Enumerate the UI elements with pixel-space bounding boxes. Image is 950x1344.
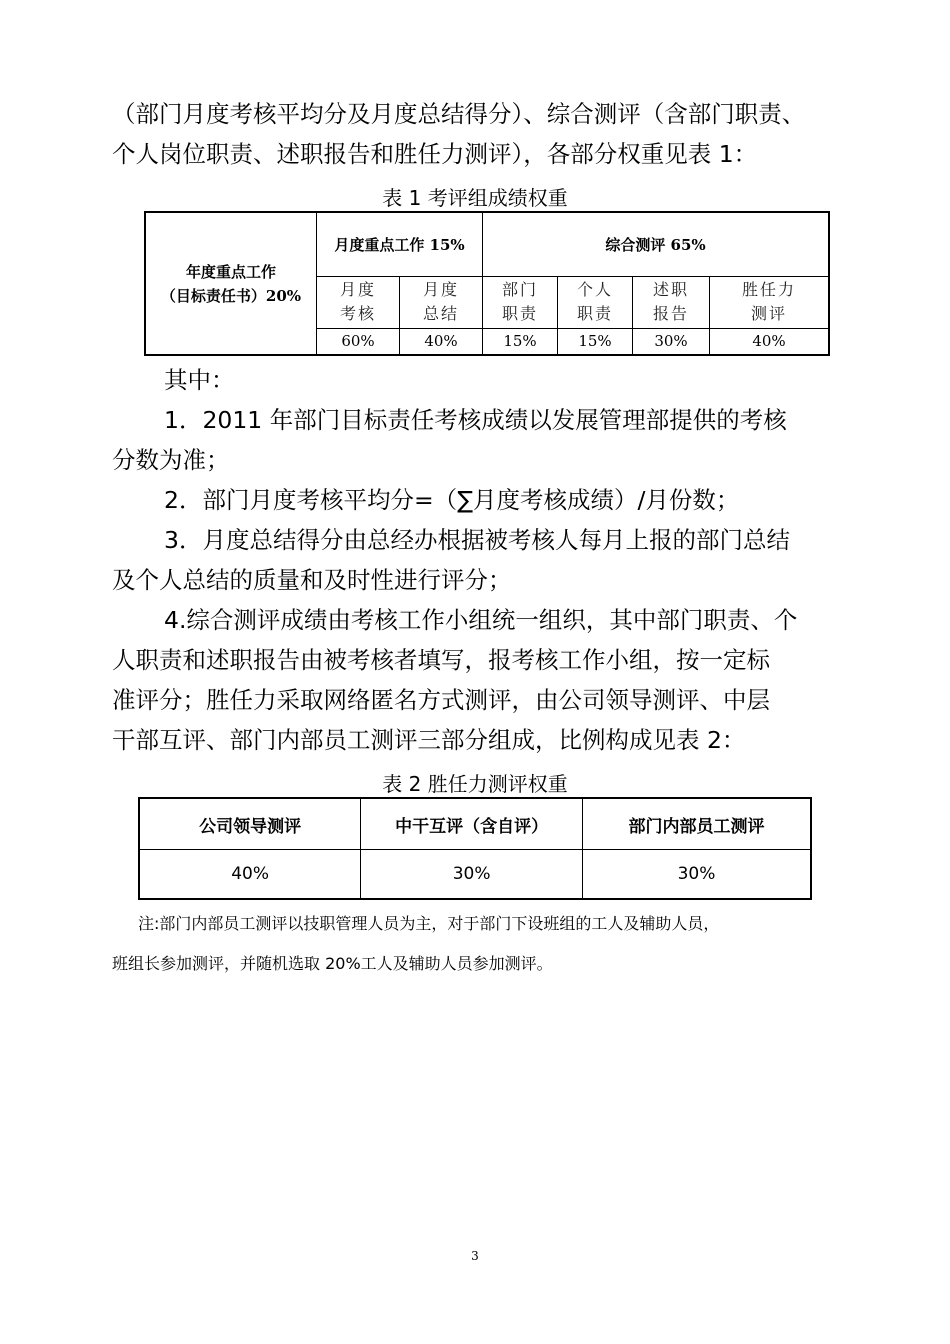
body-qizhong: 其中： — [164, 366, 235, 394]
body-item4-a: 4.综合测评成绩由考核工作小组统一组织，其中部门职责、个 — [164, 606, 798, 634]
header-staff-eval: 部门内部员工测评 — [583, 798, 812, 850]
sub-header-report: 述职 报告 — [633, 276, 710, 328]
table2-caption: 表 2 胜任力测评权重 — [382, 772, 568, 796]
value-report: 30% — [633, 328, 710, 355]
value-monthly-assessment: 60% — [317, 328, 400, 355]
header-peer-eval: 中干互评（含自评） — [361, 798, 583, 850]
body-item2: 2．部门月度考核平均分=（∑月度考核成绩）/月份数； — [164, 486, 740, 514]
body-item1-a: 1．2011 年部门目标责任考核成绩以发展管理部提供的考核 — [164, 406, 787, 434]
value-staff-eval: 30% — [583, 850, 812, 900]
annual-work-pct: （目标责任书）20% — [160, 286, 302, 305]
value-personal-duty: 15% — [558, 328, 633, 355]
sub-header-monthly-summary: 月度 总结 — [400, 276, 483, 328]
sub-header-dept-duty: 部门 职责 — [483, 276, 558, 328]
value-competency: 40% — [710, 328, 830, 355]
value-monthly-summary: 40% — [400, 328, 483, 355]
comprehensive-header: 综合测评 65% — [483, 212, 830, 276]
monthly-work-header: 月度重点工作 15% — [317, 212, 483, 276]
page-number: 3 — [471, 1249, 479, 1263]
value-leader-eval: 40% — [139, 850, 361, 900]
value-dept-duty: 15% — [483, 328, 558, 355]
sub-header-competency: 胜任力 测评 — [710, 276, 830, 328]
sub-header-monthly-assessment: 月度 考核 — [317, 276, 400, 328]
body-item4-d: 干部互评、部门内部员工测评三部分组成，比例构成见表 2： — [112, 726, 746, 754]
body-item3-a: 3．月度总结得分由总经办根据被考核人每月上报的部门总结 — [164, 526, 790, 554]
sub-header-personal-duty: 个人 职责 — [558, 276, 633, 328]
body-item3-b: 及个人总结的质量和及时性进行评分； — [112, 566, 512, 594]
table2-competency-weights — [138, 797, 812, 900]
annual-work-label: 年度重点工作 — [185, 262, 276, 281]
annual-work-cell — [145, 212, 317, 355]
value-peer-eval: 30% — [361, 850, 583, 900]
body-item4-c: 准评分；胜任力采取网络匿名方式测评，由公司领导测评、中层 — [112, 686, 770, 714]
header-leader-eval: 公司领导测评 — [139, 798, 361, 850]
note-line-1: 注:部门内部员工测评以技职管理人员为主，对于部门下设班组的工人及辅助人员， — [138, 914, 720, 933]
table1-weights — [144, 211, 830, 356]
table1-caption: 表 1 考评组成绩权重 — [382, 186, 568, 210]
intro-line-2: 个人岗位职责、述职报告和胜任力测评），各部分权重见表 1： — [112, 140, 758, 168]
note-line-2: 班组长参加测评，并随机选取 20%工人及辅助人员参加测评。 — [112, 954, 553, 973]
body-item4-b: 人职责和述职报告由被考核者填写，报考核工作小组，按一定标 — [112, 646, 770, 674]
intro-line-1: （部门月度考核平均分及月度总结得分）、综合测评（含部门职责、 — [112, 100, 806, 128]
body-item1-b: 分数为准； — [112, 446, 230, 474]
